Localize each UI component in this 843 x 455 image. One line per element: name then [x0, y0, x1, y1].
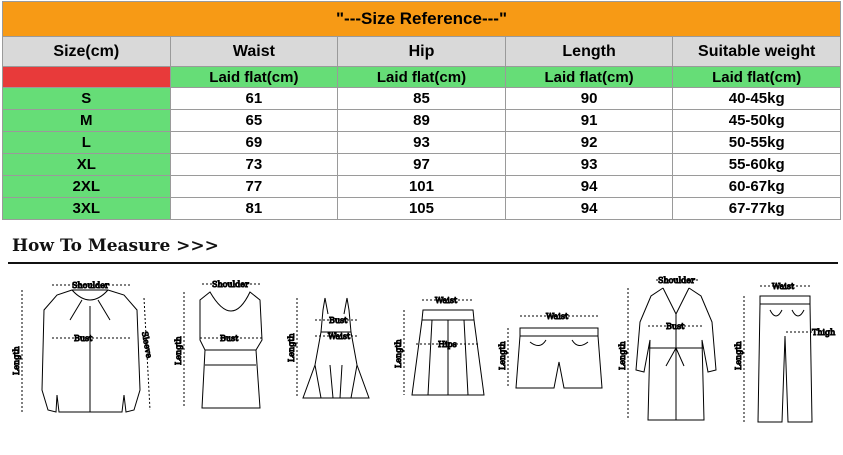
size-cell: 3XL — [3, 198, 171, 220]
bust-label: Bust — [329, 316, 348, 325]
unit-cell-waist: Laid flat(cm) — [170, 67, 338, 88]
section-divider — [8, 262, 838, 264]
hip-cell: 85 — [338, 88, 506, 110]
waist-cell: 77 — [170, 176, 338, 198]
table-title: "---Size Reference---" — [3, 2, 841, 37]
how-to-measure-title: How To Measure >>> — [12, 236, 219, 256]
size-cell: M — [3, 110, 171, 132]
shoulder-label: Shoulder — [72, 281, 109, 290]
table-row — [3, 154, 841, 176]
length-label: Length — [618, 341, 627, 370]
weight-cell: 40-45kg — [673, 88, 841, 110]
unit-cell-size — [3, 67, 171, 88]
skirt-diagram — [388, 270, 498, 440]
bust-label: Bust — [666, 322, 685, 331]
length-cell: 93 — [505, 154, 673, 176]
waist-cell: 69 — [170, 132, 338, 154]
header-size: Size(cm) — [3, 37, 171, 67]
bust-label: Bust — [74, 334, 93, 343]
waist-cell: 65 — [170, 110, 338, 132]
shoulder-label: Shoulder — [658, 276, 695, 285]
weight-cell: 67-77kg — [673, 198, 841, 220]
hip-cell: 97 — [338, 154, 506, 176]
length-label: Length — [498, 341, 507, 370]
waist-cell: 73 — [170, 154, 338, 176]
hip-cell: 93 — [338, 132, 506, 154]
length-label: Length — [394, 339, 403, 368]
size-cell: 2XL — [3, 176, 171, 198]
vest-diagram — [170, 270, 280, 440]
table-row — [3, 88, 841, 110]
coat-diagram — [618, 270, 728, 442]
length-cell: 92 — [505, 132, 673, 154]
length-cell: 94 — [505, 198, 673, 220]
shoulder-label: Shoulder — [212, 280, 249, 289]
table-row — [3, 110, 841, 132]
header-weight: Suitable weight — [673, 37, 841, 67]
waist-label: Waist — [546, 312, 569, 321]
unit-cell-weight: Laid flat(cm) — [673, 67, 841, 88]
length-cell: 91 — [505, 110, 673, 132]
weight-cell: 55-60kg — [673, 154, 841, 176]
weight-cell: 50-55kg — [673, 132, 841, 154]
weight-cell: 45-50kg — [673, 110, 841, 132]
sleeve-label: Sleeve — [140, 330, 154, 359]
hip-cell: 101 — [338, 176, 506, 198]
length-label: Length — [734, 341, 743, 370]
hips-label: Hips — [438, 340, 457, 349]
size-cell: XL — [3, 154, 171, 176]
size-cell: S — [3, 88, 171, 110]
dress-diagram — [285, 270, 385, 440]
header-length: Length — [505, 37, 673, 67]
waist-label: Waist — [772, 282, 795, 291]
length-cell: 94 — [505, 176, 673, 198]
header-row — [3, 37, 841, 67]
unit-cell-length: Laid flat(cm) — [505, 67, 673, 88]
bust-label: Bust — [220, 334, 239, 343]
shorts-diagram — [500, 270, 615, 440]
size-reference-table — [2, 1, 841, 220]
length-label: Length — [174, 336, 183, 365]
hip-cell: 105 — [338, 198, 506, 220]
waist-label: Waist — [328, 332, 351, 341]
blouse-diagram — [12, 270, 162, 440]
unit-cell-hip: Laid flat(cm) — [338, 67, 506, 88]
table-row — [3, 176, 841, 198]
waist-cell: 61 — [170, 88, 338, 110]
size-cell: L — [3, 132, 171, 154]
waist-cell: 81 — [170, 198, 338, 220]
thigh-label: Thigh — [812, 328, 836, 337]
waist-label: Waist — [435, 296, 458, 305]
unit-row — [3, 67, 841, 88]
hip-cell: 89 — [338, 110, 506, 132]
pants-diagram — [730, 270, 838, 442]
weight-cell: 60-67kg — [673, 176, 841, 198]
length-label: Length — [287, 333, 296, 362]
header-hip: Hip — [338, 37, 506, 67]
length-label: Length — [12, 346, 21, 375]
header-waist: Waist — [170, 37, 338, 67]
table-row — [3, 198, 841, 220]
table-row — [3, 132, 841, 154]
length-cell: 90 — [505, 88, 673, 110]
